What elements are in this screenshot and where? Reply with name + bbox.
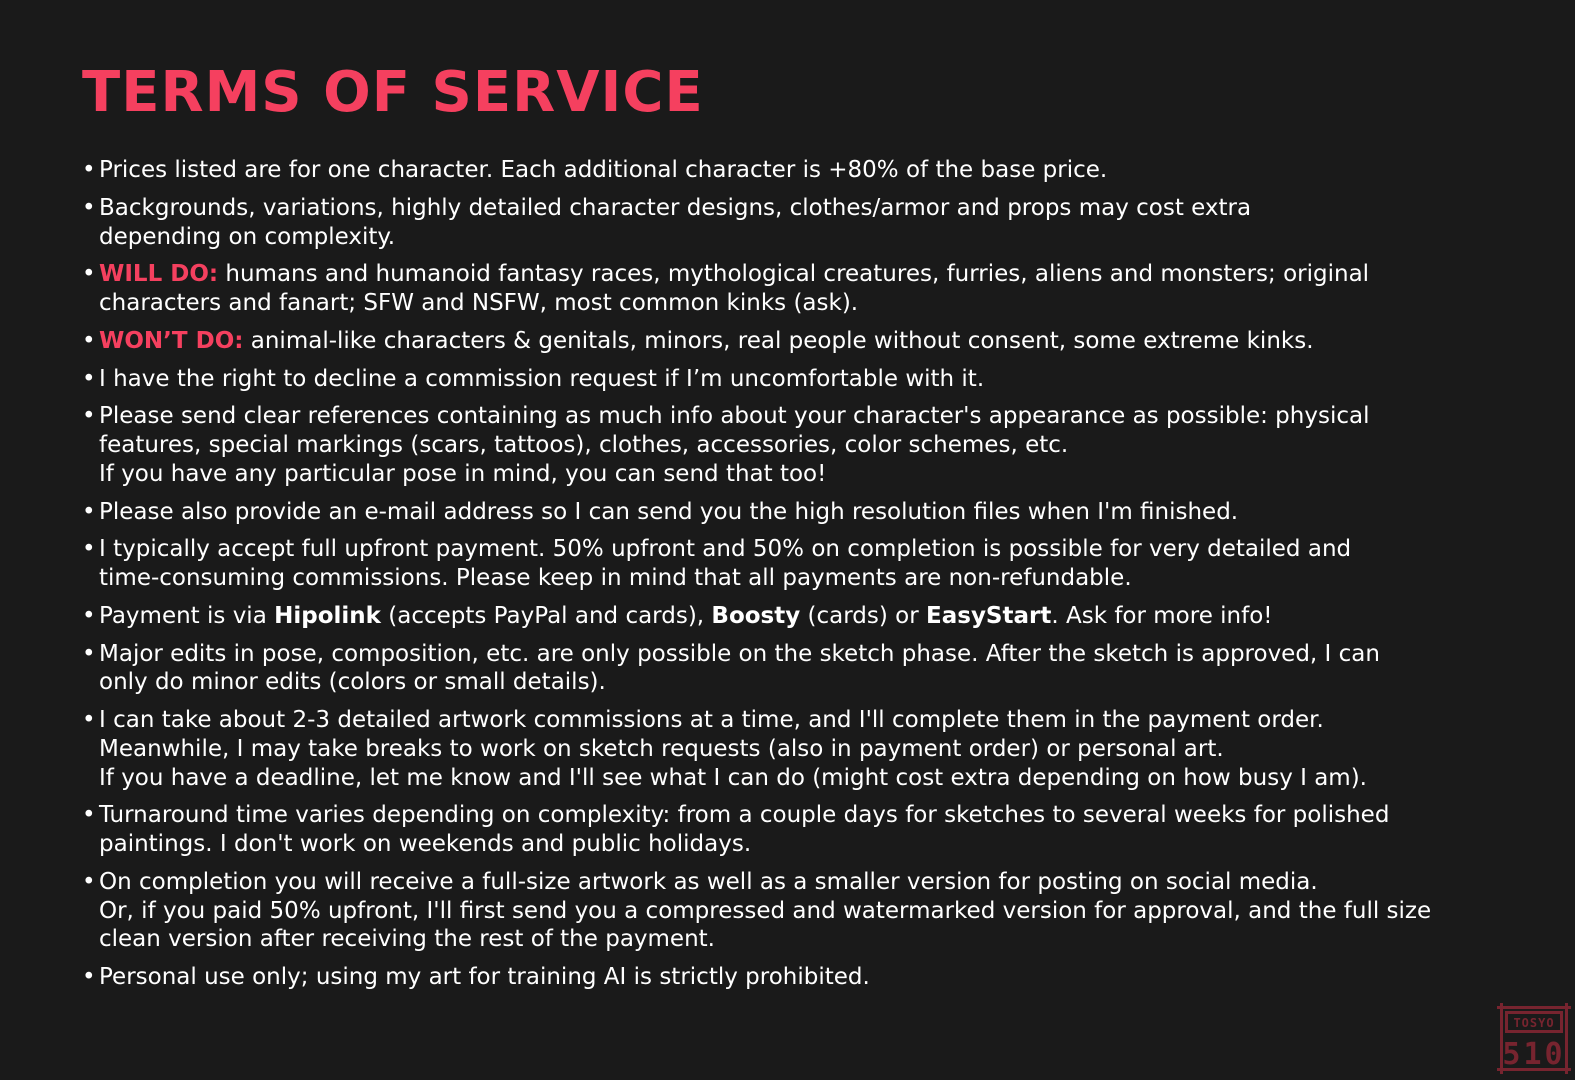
text-run: Prices listed are for one character. Each additional character is +80% of the base price. — [99, 157, 1108, 183]
text-run: features, special markings (scars, tattoos), clothes, accessories, color schemes, etc. — [99, 432, 1069, 458]
text-run: (cards) or — [800, 602, 927, 629]
term-text — [99, 156, 1495, 185]
text-run: paintings. I don't work on weekends and public holidays. — [99, 831, 752, 857]
term-text — [99, 535, 1495, 593]
text-run: Personal use only; using my art for training AI is strictly prohibited. — [99, 964, 870, 990]
text-run: On completion you will receive a full-size artwork as well as a smaller version for posting on social media. — [99, 868, 1318, 895]
text-run: If you have a deadline, let me know and I'll see what I can do (might cost extra depending on how busy I am). — [99, 764, 1367, 791]
term-line — [99, 535, 1495, 564]
term-text — [99, 868, 1495, 954]
bullet-marker: • — [82, 498, 96, 525]
term-item — [82, 868, 1495, 954]
term-line — [99, 564, 1495, 593]
bold-term: Boosty — [711, 602, 801, 629]
text-run: . Ask for more info! — [1051, 602, 1273, 629]
terms-list — [82, 156, 1495, 992]
bullet-marker: • — [82, 365, 96, 392]
term-line — [99, 925, 1495, 954]
term-text — [99, 706, 1495, 792]
term-line — [99, 801, 1495, 830]
term-line — [99, 402, 1495, 431]
accent-label: WON’T DO: — [99, 327, 244, 354]
term-text — [99, 801, 1495, 859]
term-text — [99, 327, 1495, 356]
text-run: time-consuming commissions. Please keep in mind that all payments are non-refundable. — [99, 565, 1132, 591]
bullet-marker: • — [82, 536, 96, 563]
bullet-marker: • — [82, 707, 96, 733]
term-item — [82, 640, 1495, 698]
term-line — [99, 431, 1495, 460]
accent-label: WILL DO: — [99, 261, 219, 288]
text-run: Please also provide an e-mail address so I can send you the high resolution files when I'm finished. — [99, 498, 1239, 525]
term-line — [99, 289, 1495, 318]
text-run: I can take about 2-3 detailed artwork commissions at a time, and I'll complete them in the payment order. — [99, 707, 1324, 733]
bold-term: Hipolink — [274, 602, 381, 629]
term-line — [99, 156, 1495, 185]
term-line — [99, 498, 1495, 527]
term-line — [99, 735, 1495, 764]
text-run: depending on complexity. — [99, 223, 396, 250]
term-text — [99, 498, 1495, 527]
bullet-marker: • — [82, 868, 96, 895]
term-line — [99, 223, 1495, 252]
text-run: Payment is via — [99, 602, 275, 629]
term-text — [99, 963, 1495, 992]
text-run: humans and humanoid fantasy races, mythological creatures, furries, aliens and monsters; original — [218, 261, 1370, 288]
term-line — [99, 460, 1495, 489]
term-item — [82, 963, 1495, 992]
text-run: Please send clear references containing as much info about your character's appearance as possible: physical — [99, 403, 1370, 430]
text-run: Major edits in pose, composition, etc. are only possible on the sketch phase. After the sketch is approved, I can — [99, 640, 1380, 667]
text-run: I have the right to decline a commission request if I’m uncomfortable with it. — [99, 365, 985, 392]
term-line — [99, 602, 1495, 631]
page-title: TERMS OF SERVICE — [82, 60, 704, 125]
text-run: Or, if you paid 50% upfront, I'll first send you a compressed and watermarked version for approval, and the full size — [99, 897, 1432, 924]
watermark-number-text: 510 — [1502, 1037, 1566, 1072]
term-text — [99, 602, 1495, 631]
term-item — [82, 194, 1495, 252]
term-line — [99, 963, 1495, 992]
text-run: clean version after receiving the rest of the payment. — [99, 926, 715, 953]
term-item — [82, 365, 1495, 394]
bullet-marker: • — [82, 261, 96, 288]
term-text — [99, 260, 1495, 318]
term-item — [82, 535, 1495, 593]
text-run: Turnaround time varies depending on complexity: from a couple days for sketches to several weeks for polished — [99, 802, 1390, 829]
term-item — [82, 156, 1495, 185]
bullet-marker: • — [82, 327, 96, 354]
term-line — [99, 327, 1495, 356]
term-item — [82, 602, 1495, 631]
watermark-name-text: TOSYO — [1513, 1016, 1555, 1030]
bullet-marker: • — [82, 403, 96, 430]
term-text — [99, 640, 1495, 698]
term-item — [82, 498, 1495, 527]
artist-watermark-logo — [1496, 1001, 1572, 1075]
bullet-marker: • — [82, 964, 96, 990]
bullet-marker: • — [82, 802, 96, 829]
term-item — [82, 327, 1495, 356]
text-run: characters and fanart; SFW and NSFW, most common kinks (ask). — [99, 290, 859, 316]
text-run: I typically accept full upfront payment. 50% upfront and 50% on completion is possible for very detailed and — [99, 536, 1352, 563]
term-line — [99, 640, 1495, 669]
text-run: only do minor edits (colors or small details). — [99, 669, 606, 696]
text-run: Meanwhile, I may take breaks to work on sketch requests (also in payment order) or personal art. — [99, 735, 1224, 762]
term-line — [99, 897, 1495, 926]
term-line — [99, 764, 1495, 793]
term-item — [82, 706, 1495, 792]
text-run: animal-like characters & genitals, minors, real people without consent, some extreme kinks. — [243, 327, 1314, 354]
term-text — [99, 365, 1495, 394]
bullet-marker: • — [82, 640, 96, 667]
term-line — [99, 194, 1495, 223]
term-line — [99, 365, 1495, 394]
bullet-marker: • — [82, 602, 96, 629]
term-line — [99, 706, 1495, 735]
term-item — [82, 260, 1495, 318]
term-line — [99, 260, 1495, 289]
text-run: If you have any particular pose in mind, you can send that too! — [99, 460, 827, 487]
term-text — [99, 194, 1495, 252]
term-line — [99, 868, 1495, 897]
bullet-marker: • — [82, 194, 96, 221]
term-text — [99, 402, 1495, 488]
bullet-marker: • — [82, 157, 96, 183]
term-item — [82, 402, 1495, 488]
term-item — [82, 801, 1495, 859]
text-run: Backgrounds, variations, highly detailed character designs, clothes/armor and props may cost extra — [99, 194, 1252, 221]
text-run: (accepts PayPal and cards), — [380, 602, 712, 629]
term-line — [99, 668, 1495, 697]
term-line — [99, 830, 1495, 859]
bold-term: EasyStart — [926, 602, 1052, 629]
